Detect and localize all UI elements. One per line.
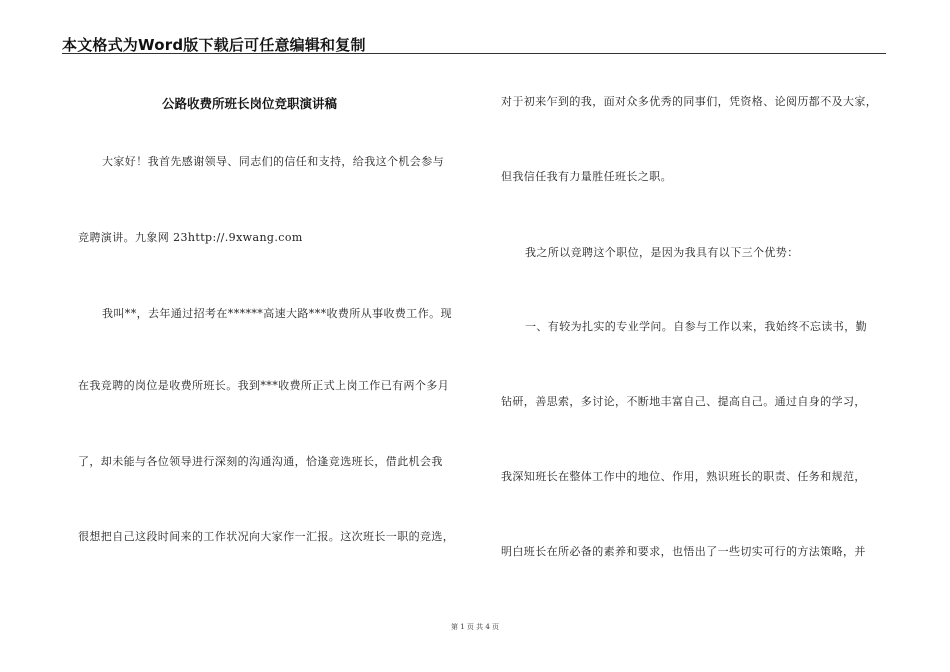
left-paragraph-line: 很想把自己这段时间来的工作状况向大家作一汇报。这次班长一职的竞选， [78,530,455,543]
left-paragraph-line: 竞聘演讲。九象网 23http://.9xwang.com [78,231,303,244]
left-paragraph-line: 在我竞聘的岗位是收费所班长。我到***收费所正式上岗工作已有两个多月 [78,379,450,392]
right-paragraph-line: 对于初来乍到的我，面对众多优秀的同事们，凭资格、论阅历都不及大家， [501,95,878,108]
right-paragraph-line: 钻研，善思索，多讨论，不断地丰富自己、提高自己。通过自身的学习， [501,395,866,408]
right-paragraph-line: 但我信任我有力量胜任班长之职。 [501,170,672,183]
right-paragraph-line: 一、有较为扎实的专业学问。自参与工作以来，我始终不忘读书，勤 [525,320,867,333]
right-paragraph-line: 我之所以竞聘这个职位，是因为我具有以下三个优势： [525,246,799,259]
left-paragraph-line: 了，却未能与各位领导进行深刻的沟通沟通，恰逢竞选班长，借此机会我 [78,455,443,468]
right-paragraph-line: 明白班长在所必备的素养和要求，也悟出了一些切实可行的方法策略，并 [501,545,866,558]
left-paragraph-line: 大家好！我首先感谢领导、同志们的信任和支持，给我这个机会参与 [102,155,444,168]
right-paragraph-line: 我深知班长在整体工作中的地位、作用，熟识班长的职责、任务和规范， [501,470,866,483]
header-divider [62,53,886,54]
document-title: 公路收费所班长岗位竞职演讲稿 [162,96,338,111]
left-paragraph-line: 我叫**，去年通过招考在******高速大路***收费所从事收费工作。现 [102,307,452,320]
document-banner: 本文格式为Word版下载后可任意编辑和复制 [62,36,366,54]
page-number: 第 1 页 共 4 页 [450,623,500,631]
